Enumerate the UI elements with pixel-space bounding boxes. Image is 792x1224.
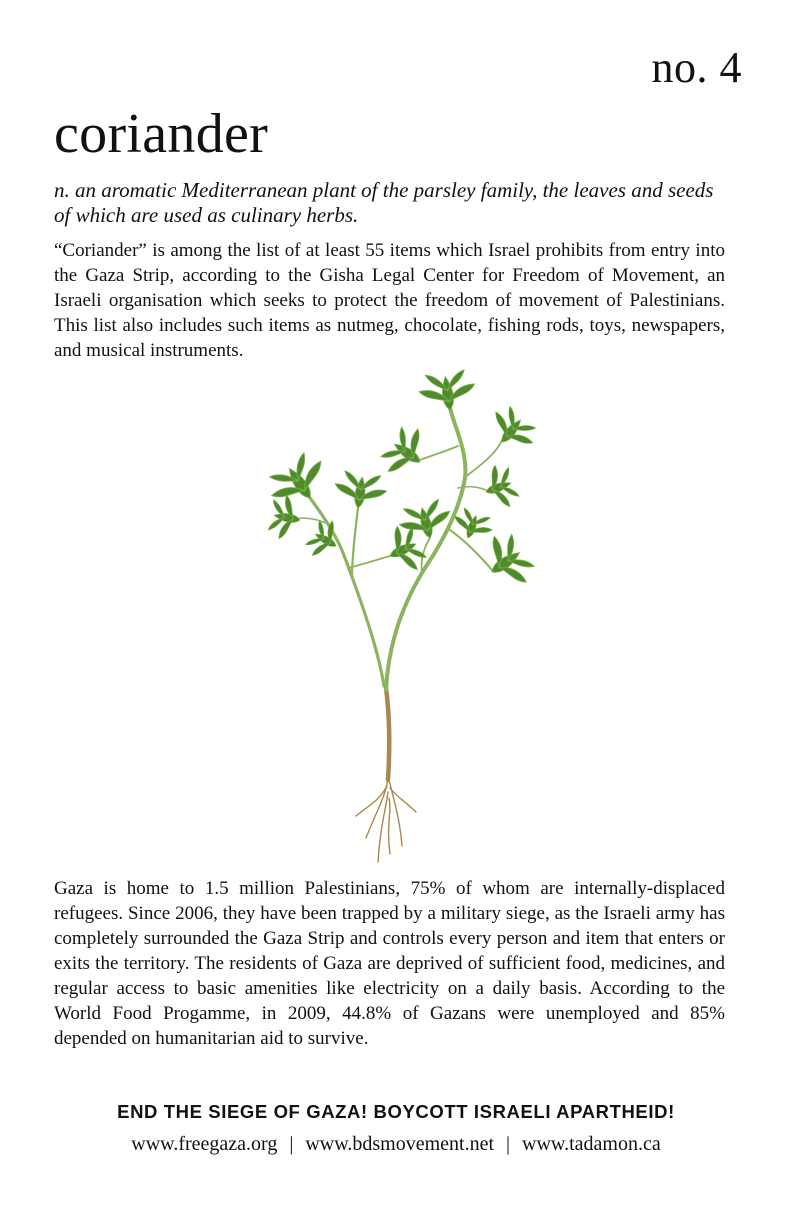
taproot bbox=[386, 688, 389, 780]
coriander-plant-illustration bbox=[240, 368, 560, 868]
page-title: coriander bbox=[54, 103, 269, 165]
leaf bbox=[396, 497, 455, 544]
branch bbox=[348, 556, 390, 568]
intro-paragraph: “Coriander” is among the list of at least 55 items which Israel prohibits from entry into the Gaza Strip, according to the Gisha Legal Center for Freedom of Movement, an Israeli organisation which seeks to protect the freedom of movement of Palestinians. This list also includes such items as nutmeg, chocolate, fishing rods, toys, newspapers, and musical instruments. bbox=[54, 240, 725, 361]
leaf bbox=[484, 402, 542, 458]
link-freegaza[interactable]: www.freegaza.org bbox=[131, 1133, 278, 1155]
leaf bbox=[417, 369, 478, 414]
root-group bbox=[356, 778, 416, 862]
branch bbox=[420, 446, 458, 460]
link-bdsmovement[interactable]: www.bdsmovement.net bbox=[305, 1133, 495, 1155]
leaf bbox=[262, 448, 334, 516]
definition-text: n. an aromatic Mediterranean plant of the parsley family, the leaves and seeds of which are used as culinary herbs. bbox=[54, 178, 714, 227]
issue-number: no. 4 bbox=[651, 43, 742, 92]
root-line bbox=[378, 792, 388, 862]
link-separator: | bbox=[289, 1133, 294, 1155]
leaf bbox=[376, 421, 435, 484]
leaf bbox=[267, 493, 304, 541]
leaf-group bbox=[262, 369, 541, 595]
slogan: END THE SIEGE OF GAZA! BOYCOTT ISRAELI APARTHEID! bbox=[117, 1101, 675, 1122]
website-links bbox=[0, 1131, 792, 1157]
body-paragraph: Gaza is home to 1.5 million Palestinians, 75% of whom are internally-displaced refugees. Since 2006, they have been trapped by a military siege, as the Israeli army has completely surrounded the Gaza Strip and controls every person and item that enters or exits the territory. The residents of Gaza are deprived of sufficient food, medicines, and regular access to basic amenities like electricity on a daily basis. According to the World Food Progamme, in 2009, 44.8% of Gazans were unemployed and 85% depended on humanitarian aid to survive. bbox=[54, 878, 725, 1049]
leaf bbox=[332, 470, 388, 512]
link-tadamon[interactable]: www.tadamon.ca bbox=[522, 1133, 661, 1155]
plant-drawing bbox=[240, 368, 560, 868]
root-line bbox=[389, 798, 390, 854]
leaf bbox=[478, 461, 521, 513]
link-separator: | bbox=[506, 1133, 511, 1155]
